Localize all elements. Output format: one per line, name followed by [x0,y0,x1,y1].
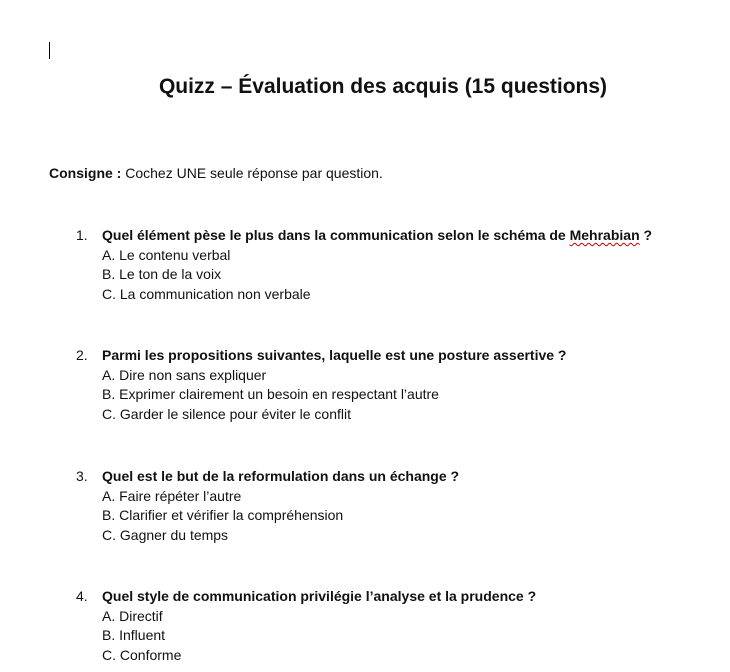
question-text: Quel style de communication privilégie l’analyse et la prudence ? [102,588,537,604]
answer-options [102,487,343,546]
question-number: 1. [76,227,88,243]
answer-options [102,246,311,305]
answer-option: A. Le contenu verbal [102,246,231,263]
question-number: 2. [76,347,88,363]
answer-option: C. Garder le silence pour éviter le conflit [102,405,351,422]
answer-option: B. Exprimer clairement un besoin en respectant l’autre [102,386,439,402]
instruction-line [49,164,383,182]
answer-option: C. Gagner du temps [102,526,229,543]
answer-options [102,366,439,425]
answer-option: C. Conforme [102,646,182,663]
instruction-label: Consigne : [49,165,122,181]
answer-option: B. Le ton de la voix [102,266,222,282]
answer-option: B. Influent [102,627,166,643]
question-text: Quel est le but de la reformulation dans un échange ? [102,468,460,484]
page-title: Quizz – Évaluation des acquis (15 questions) [158,75,608,98]
instruction-text: Cochez UNE seule réponse par question. [121,165,383,181]
spellcheck-flagged-word[interactable]: Mehrabian [569,227,640,243]
question-number: 4. [76,588,88,604]
question-text-part: Quel élément pèse le plus dans la communication selon le schéma de [102,227,570,243]
question-text: Parmi les propositions suivantes, laquelle est une posture assertive ? [102,347,567,363]
question-text-part: ? [639,227,653,243]
answer-option: A. Directif [102,607,163,624]
answer-option: A. Faire répéter l’autre [102,487,242,504]
question-text [102,226,652,246]
text-cursor [49,42,50,59]
answer-option: B. Clarifier et vérifier la compréhension [102,507,344,523]
answer-option: A. Dire non sans expliquer [102,366,267,383]
answer-options [102,607,181,666]
answer-option: C. La communication non verbale [102,285,311,302]
question-number: 3. [76,468,88,484]
